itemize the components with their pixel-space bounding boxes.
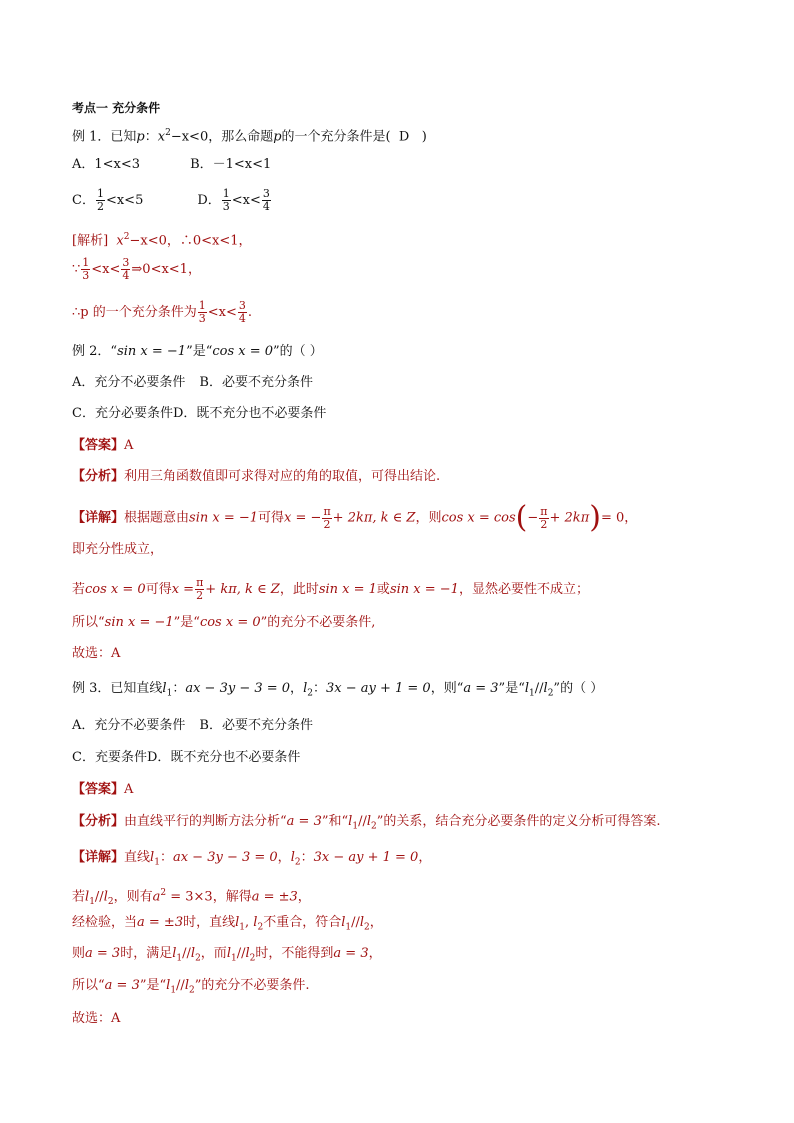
ex1-options-cd [72, 188, 272, 213]
ex3-pick: 故选：A [72, 1011, 121, 1026]
ex3-option-a: A．充分不必要条件 [72, 718, 186, 733]
ex2-stem: 例 2．“sin x = −1”是“cos x = 0”的（ ） [72, 344, 323, 359]
ex3-options-ab [72, 717, 313, 735]
ex3-detail-line1: 【详解】直线$l_1$：ax − 3y − 3 = 0，$l_2$：3x − ay + 1 = 0， [72, 850, 432, 868]
ex1-options-ab [72, 156, 271, 174]
ex2-options-cd [72, 405, 326, 423]
ex3-detail-line5: 所以“a = 3”是“$l_1//l_2$”的充分不必要条件. [72, 978, 310, 996]
ex3-answer: 【答案】A [72, 782, 134, 797]
ex2-detail-line3: 若cos x = 0可得x = $\frac{\pi}{2}$ + kπ, k ∈ Z，此时sin x = 1或sin x = −1，显然必要性不成立； [72, 576, 589, 602]
ex3-detail-line3: 经检验，当a = ±3时，直线$l_1$, $l_2$不重合，符合$l_1//l_2$， [72, 915, 383, 933]
ex3-option-d: D．既不充分也不必要条件 [146, 750, 301, 765]
ex2-options-ab [72, 374, 313, 392]
ex3-option-c: C．充要条件 [72, 750, 147, 765]
ex3-detail-line2: 若$l_1//l_2$，则有$a^2 = 3\times 3$，解得a = ±3， [72, 888, 311, 907]
ex2-option-b: B．必要不充分条件 [199, 375, 313, 390]
ex2-detail-line4: 所以“sin x = −1”是“cos x = 0”的充分不必要条件, [72, 615, 376, 630]
ex1-option-a: A．1<x<3 [72, 157, 141, 172]
ex2-analysis: 【分析】利用三角函数值即可求得对应的角的取值，可得出结论. [72, 469, 441, 484]
ex2-pick: 故选：A [72, 646, 121, 661]
ex3-detail-line4: 则a = 3时，满足$l_1//l_2$，而$l_1//l_2$时，不能得到a = 3， [72, 946, 382, 964]
ex1-solution-line1: [解析] $x^2-x<0$，∴0<x<1， [72, 232, 252, 249]
ex2-detail-line2: 即充分性成立， [72, 542, 164, 557]
ex1-option-c: C． $\frac{1}{2}$ <x<5 [72, 187, 144, 213]
ex2-answer: 【答案】A [72, 438, 134, 453]
ex1-option-d: D． $\frac{1}{3}$ <x< $\frac{3}{4}$ [197, 187, 270, 213]
ex1-stem: 例 1．已知p：$x^2-x<0$，那么命题p的一个充分条件是( D ) [72, 128, 427, 145]
ex2-option-c: C．充分必要条件 [72, 406, 173, 421]
ex3-options-cd [72, 749, 300, 767]
ex3-stem: 例 3．已知直线$l_1$：ax − 3y − 3 = 0，$l_2$：3x − ay + 1 = 0，则“a = 3”是“$l_1//l_2$”的（ ） [72, 681, 604, 699]
ex2-option-d: D．既不充分也不必要条件 [172, 406, 327, 421]
ex3-analysis: 【分析】由直线平行的判断方法分析“a = 3”和“$l_1//l_2$”的关系，结合充分必要条件的定义分析可得答案. [72, 814, 661, 832]
ex2-detail-line1: 【详解】根据题意由sin x = −1可得x = − $\frac{\pi}{2}$ + 2kπ, k ∈ Z，则cos x = cos(− $\frac{\pi}{2}$ + 2kπ)= 0， [72, 500, 638, 535]
ex3-option-b: B．必要不充分条件 [199, 718, 313, 733]
ex2-option-a: A．充分不必要条件 [72, 375, 186, 390]
ex1-option-b: B．－1<x<1 [190, 157, 272, 172]
ex1-solution-line2: ∵ $\frac{1}{3}$ <x< $\frac{3}{4}$ ⇒0<x<1， [72, 256, 201, 282]
section-title: 考点一 充分条件 [72, 101, 161, 115]
ex1-solution-line3: ∴p 的一个充分条件为 $\frac{1}{3}$ <x< $\frac{3}{4}$ . [72, 299, 252, 325]
